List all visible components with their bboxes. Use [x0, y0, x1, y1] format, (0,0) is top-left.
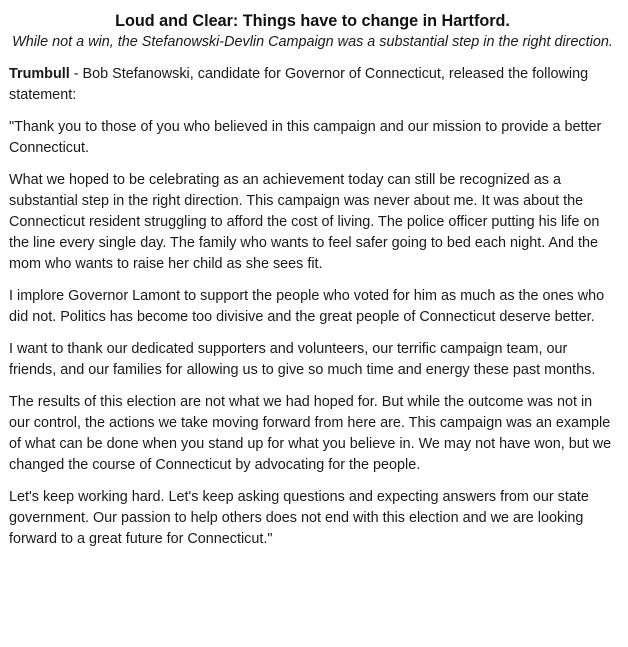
dateline: Trumbull	[9, 66, 70, 82]
subheadline: While not a win, the Stefanowski-Devlin Campaign was a substantial step in the right direction.	[12, 34, 613, 50]
statement-paragraph-5: The results of this election are not what we had hoped for. But while the outcome was not in our control, the actions we take moving forward from here are. This campaign was an example of what can be done when you stand up for what you believe in. We may not have won, but we changed the course of Connecticut by advocating for the people.	[9, 394, 612, 473]
headline: Loud and Clear: Things have to change in Hartford.	[115, 12, 510, 30]
intro-paragraph	[9, 64, 616, 106]
statement-paragraph-4: I want to thank our dedicated supporters and volunteers, our terrific campaign team, our friends, and our families for allowing us to give so much time and energy these past months.	[9, 341, 596, 378]
statement-paragraph-2: What we hoped to be celebrating as an achievement today can still be recognized as a substantial step in the right direction. This campaign was never about me. It was about the Connecticut resident struggling to afford the cost of living. The police officer putting his life on the line every single day. The family who wants to feel safer going to bed each night. And the mom who wants to raise her child as she sees fit.	[9, 172, 600, 272]
intro-text: - Bob Stefanowski, candidate for Governor of Connecticut, released the following statement:	[9, 66, 589, 103]
statement-paragraph-3: I implore Governor Lamont to support the people who voted for him as much as the ones who did not. Politics has become too divisive and the great people of Connecticut deserve better.	[9, 288, 605, 325]
statement-paragraph-1: "Thank you to those of you who believed in this campaign and our mission to provide a better Connecticut.	[9, 119, 602, 156]
statement-paragraph-6: Let's keep working hard. Let's keep asking questions and expecting answers from our state government. Our passion to help others does not end with this election and we are looking forward to a great future for Connecticut."	[9, 489, 589, 547]
